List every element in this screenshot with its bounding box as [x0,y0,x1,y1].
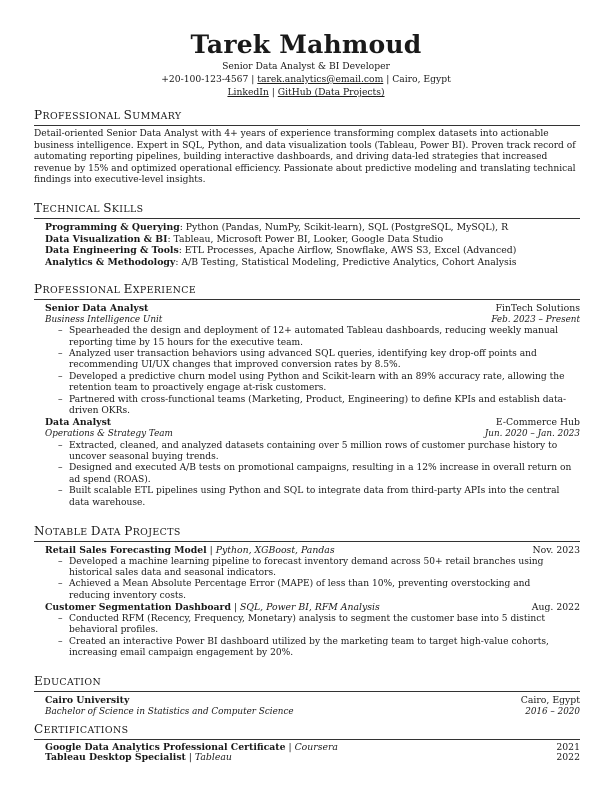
github-link[interactable]: GitHub (Data Projects) [277,87,385,98]
job-entry [34,303,580,417]
project-entry: Customer Segmentation Dashboard | SQL, Power BI, RFM Analysis Aug. 2022 – Conducted RFM (Recency, Frequency, Monetary) analysis to segment the customer base into 5 distinct behavioral profiles. – Created an interactive Power BI dashboard utilized by the marketing team to target high-value cohorts, increasing email campaign engagement by 20%. [34,602,580,659]
section-heading-summary: PROFESSIONAL SUMMARY [34,108,580,126]
education-section [34,674,580,718]
job-role: Senior Data Analyst [45,303,149,314]
project-entry: Retail Sales Forecasting Model | Python, XGBoost, Pandas Nov. 2023 – Developed a machine learning pipeline to forecast inventory demand across 50+ retail branches using historical sales data and seasonal indicators. – Achieved a Mean Absolute Percentage Error (MAPE) of less than 10%, preventing overstocking and reducing inventory costs. [34,545,580,602]
projects-section [34,524,580,659]
cert-issuer: Coursera [294,742,338,753]
degree-text: Bachelor of Science in Statistics and Computer Science [45,706,294,717]
skill-row: Analytics & Methodology: A/B Testing, Statistical Modeling, Predictive Analytics, Cohort Analysis [45,256,517,268]
candidate-name: Tarek Mahmoud [190,30,422,59]
job-role: Data Analyst [45,417,112,429]
candidate-title: Senior Data Analyst & BI Developer [222,61,390,72]
cert-year: 2022 [556,752,580,763]
section-heading-certifications: CERTIFICATIONS [34,722,580,740]
skill-row: Programming & Querying: Python (Pandas, NumPy, Scikit-learn), SQL (PostgreSQL, MySQL), R [45,222,509,233]
list-item: Tableau Desktop Specialist | Tableau 2022 [45,752,580,763]
list-item: Google Data Analytics Professional Certificate | Coursera 2021 [45,742,580,753]
project-tech: SQL, Power BI, RFM Analysis [240,602,380,614]
job-bullets [45,326,580,417]
email-link[interactable]: tarek.analytics@email.com [257,74,384,85]
linkedin-link[interactable]: LinkedIn [227,87,269,98]
project-date: Aug. 2022 [531,602,580,614]
job-bullets [45,441,580,509]
section-heading-education: EDUCATION [34,674,580,692]
list-item: – Spearheaded the design and deployment of 12+ automated Tableau dashboards, reducing weekly manual reporting time by 15 hours for the executive team. [69,326,580,349]
list-item: – Partnered with cross-functional teams (Marketing, Product, Engineering) to define KPIs and establish data-driven OKRs. [69,395,580,418]
experience-section [34,282,580,509]
cert-year: 2021 [556,742,580,753]
project-date: Nov. 2023 [532,545,580,556]
project-name: Retail Sales Forecasting Model [45,545,207,556]
project-bullets [45,614,580,660]
location-text: Cairo, Egypt [392,74,451,85]
resume-header [0,30,612,99]
summary-text: Detail-oriented Senior Data Analyst with 4+ years of experience transforming complex datasets into actionable business intelligence. Expert in SQL, Python, and data visualization tools (Tableau, Power BI). Proven track record of automating reporting pipelines, building interactive dashboards, and driving data-led strategies that increased revenue by 15% and optimized operational efficiency. Passionate about predictive modeling and translating technical findings into executive-level insights. [34,129,576,186]
section-heading-experience: PROFESSIONAL EXPERIENCE [34,282,580,300]
list-item: – Developed a machine learning pipeline to forecast inventory demand across 50+ retail branches using historical sales data and seasonal indicators. [69,557,580,580]
list-item: – Designed and executed A/B tests on promotional campaigns, resulting in a 12% increase in overall return on ad spend (ROAS). [69,463,580,486]
list-item: – Analyzed user transaction behaviors using advanced SQL queries, identifying key drop-off points and recommending UI/UX changes that improved conversion rates by 8.5%. [69,349,580,372]
section-heading-projects: NOTABLE DATA PROJECTS [34,524,580,542]
separator: | [268,87,278,98]
list-item: – Extracted, cleaned, and analyzed datasets containing over 5 million rows of customer purchase history to uncover seasonal buying trends. [69,441,580,464]
job-company: E-Commerce Hub [495,417,580,429]
cert-name: Google Data Analytics Professional Certificate [45,742,286,753]
list-item: – Achieved a Mean Absolute Percentage Error (MAPE) of less than 10%, preventing overstocking and reducing inventory costs. [69,579,580,602]
separator: | [248,74,258,85]
job-entry [34,417,580,509]
summary-section [34,108,580,187]
skills-list [34,222,580,268]
list-item: – Created an interactive Power BI dashboard utilized by the marketing team to target high-value cohorts, increasing email campaign engagement by 20%. [69,637,580,660]
cert-name: Tableau Desktop Specialist [45,752,186,763]
job-unit: Business Intelligence Unit [45,314,163,325]
job-unit: Operations & Strategy Team [45,429,173,440]
phone-number: +20-100-123-4567 [161,74,249,85]
skill-row: Data Visualization & BI: Tableau, Microsoft Power BI, Looker, Google Data Studio [45,233,444,245]
education-entry [34,695,580,718]
project-bullets [45,557,580,603]
job-dates: Jun. 2020 – Jan. 2023 [484,429,580,440]
certifications-section [34,722,580,763]
contact-line [0,73,612,86]
education-dates: 2016 – 2020 [525,706,580,717]
cert-issuer: Tableau [194,752,232,763]
links-line [0,86,612,99]
list-item: – Developed a predictive churn model using Python and Scikit-learn with an 89% accuracy rate, allowing the retention team to proactively engage at-risk customers. [69,372,580,395]
skills-section [34,201,580,268]
project-tech: Python, XGBoost, Pandas [215,545,335,556]
job-company: FinTech Solutions [495,303,580,314]
school-location: Cairo, Egypt [520,695,580,706]
school-name: Cairo University [45,695,130,706]
job-dates: Feb. 2023 – Present [491,314,580,325]
list-item: – Conducted RFM (Recency, Frequency, Monetary) analysis to segment the customer base into 5 distinct behavioral profiles. [69,614,580,637]
skill-row: Data Engineering & Tools: ETL Processes, Apache Airflow, Snowflake, AWS S3, Excel (Advanced) [45,245,517,257]
list-item: – Built scalable ETL pipelines using Python and SQL to integrate data from third-party APIs into the central data warehouse. [69,486,580,509]
certifications-list [34,743,580,763]
separator: | [383,74,393,85]
section-heading-skills: TECHNICAL SKILLS [34,201,580,219]
project-name: Customer Segmentation Dashboard [45,602,231,614]
